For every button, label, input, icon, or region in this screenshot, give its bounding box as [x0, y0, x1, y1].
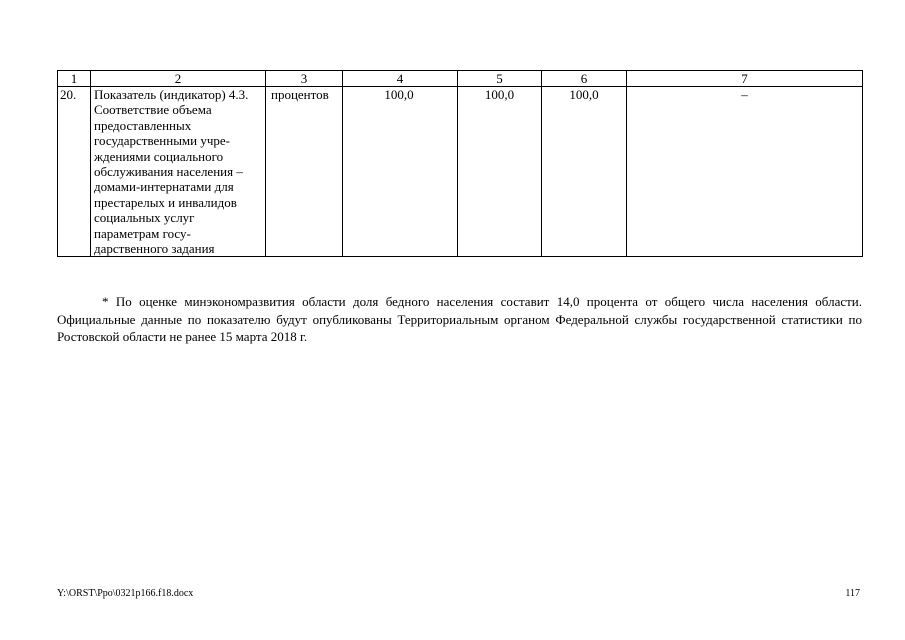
- value-cell-col4: 100,0: [343, 87, 458, 257]
- header-cell-6: 6: [542, 71, 627, 87]
- table-header-row: [58, 71, 863, 87]
- value-cell-col5: 100,0: [458, 87, 542, 257]
- value-cell-col6: 100,0: [542, 87, 627, 257]
- footer-page-number: 117: [845, 588, 860, 599]
- indicators-table: [57, 70, 863, 257]
- indicator-name-cell: Показатель (индикатор) 4.3. Соответствие объема предоставленных государственными учре-ждениями социального обслуживания населения – домами-интернатами для престарелых и инвалидов социальных услуг параметрам госу-дарственного задания: [91, 87, 266, 257]
- unit-cell: процентов: [266, 87, 343, 257]
- row-number-cell: 20.: [58, 87, 91, 257]
- header-cell-1: 1: [58, 71, 91, 87]
- footer-file-path: Y:\ORST\Ppo\0321p166.f18.docx: [57, 588, 194, 599]
- header-cell-5: 5: [458, 71, 542, 87]
- footnote-text: * По оценке минэкономразвития области доля бедного населения составит 14,0 процента от общего числа населения области. Официальные данные по показателю будут опубликованы Территориальным органом Федеральной службы государственной статистики по Ростовской области не ранее 15 марта 2018 г.: [57, 294, 862, 344]
- table-row: [58, 87, 863, 257]
- header-cell-4: 4: [343, 71, 458, 87]
- header-cell-3: 3: [266, 71, 343, 87]
- note-cell-col7: –: [627, 87, 863, 257]
- header-cell-2: 2: [91, 71, 266, 87]
- header-cell-7: 7: [627, 71, 863, 87]
